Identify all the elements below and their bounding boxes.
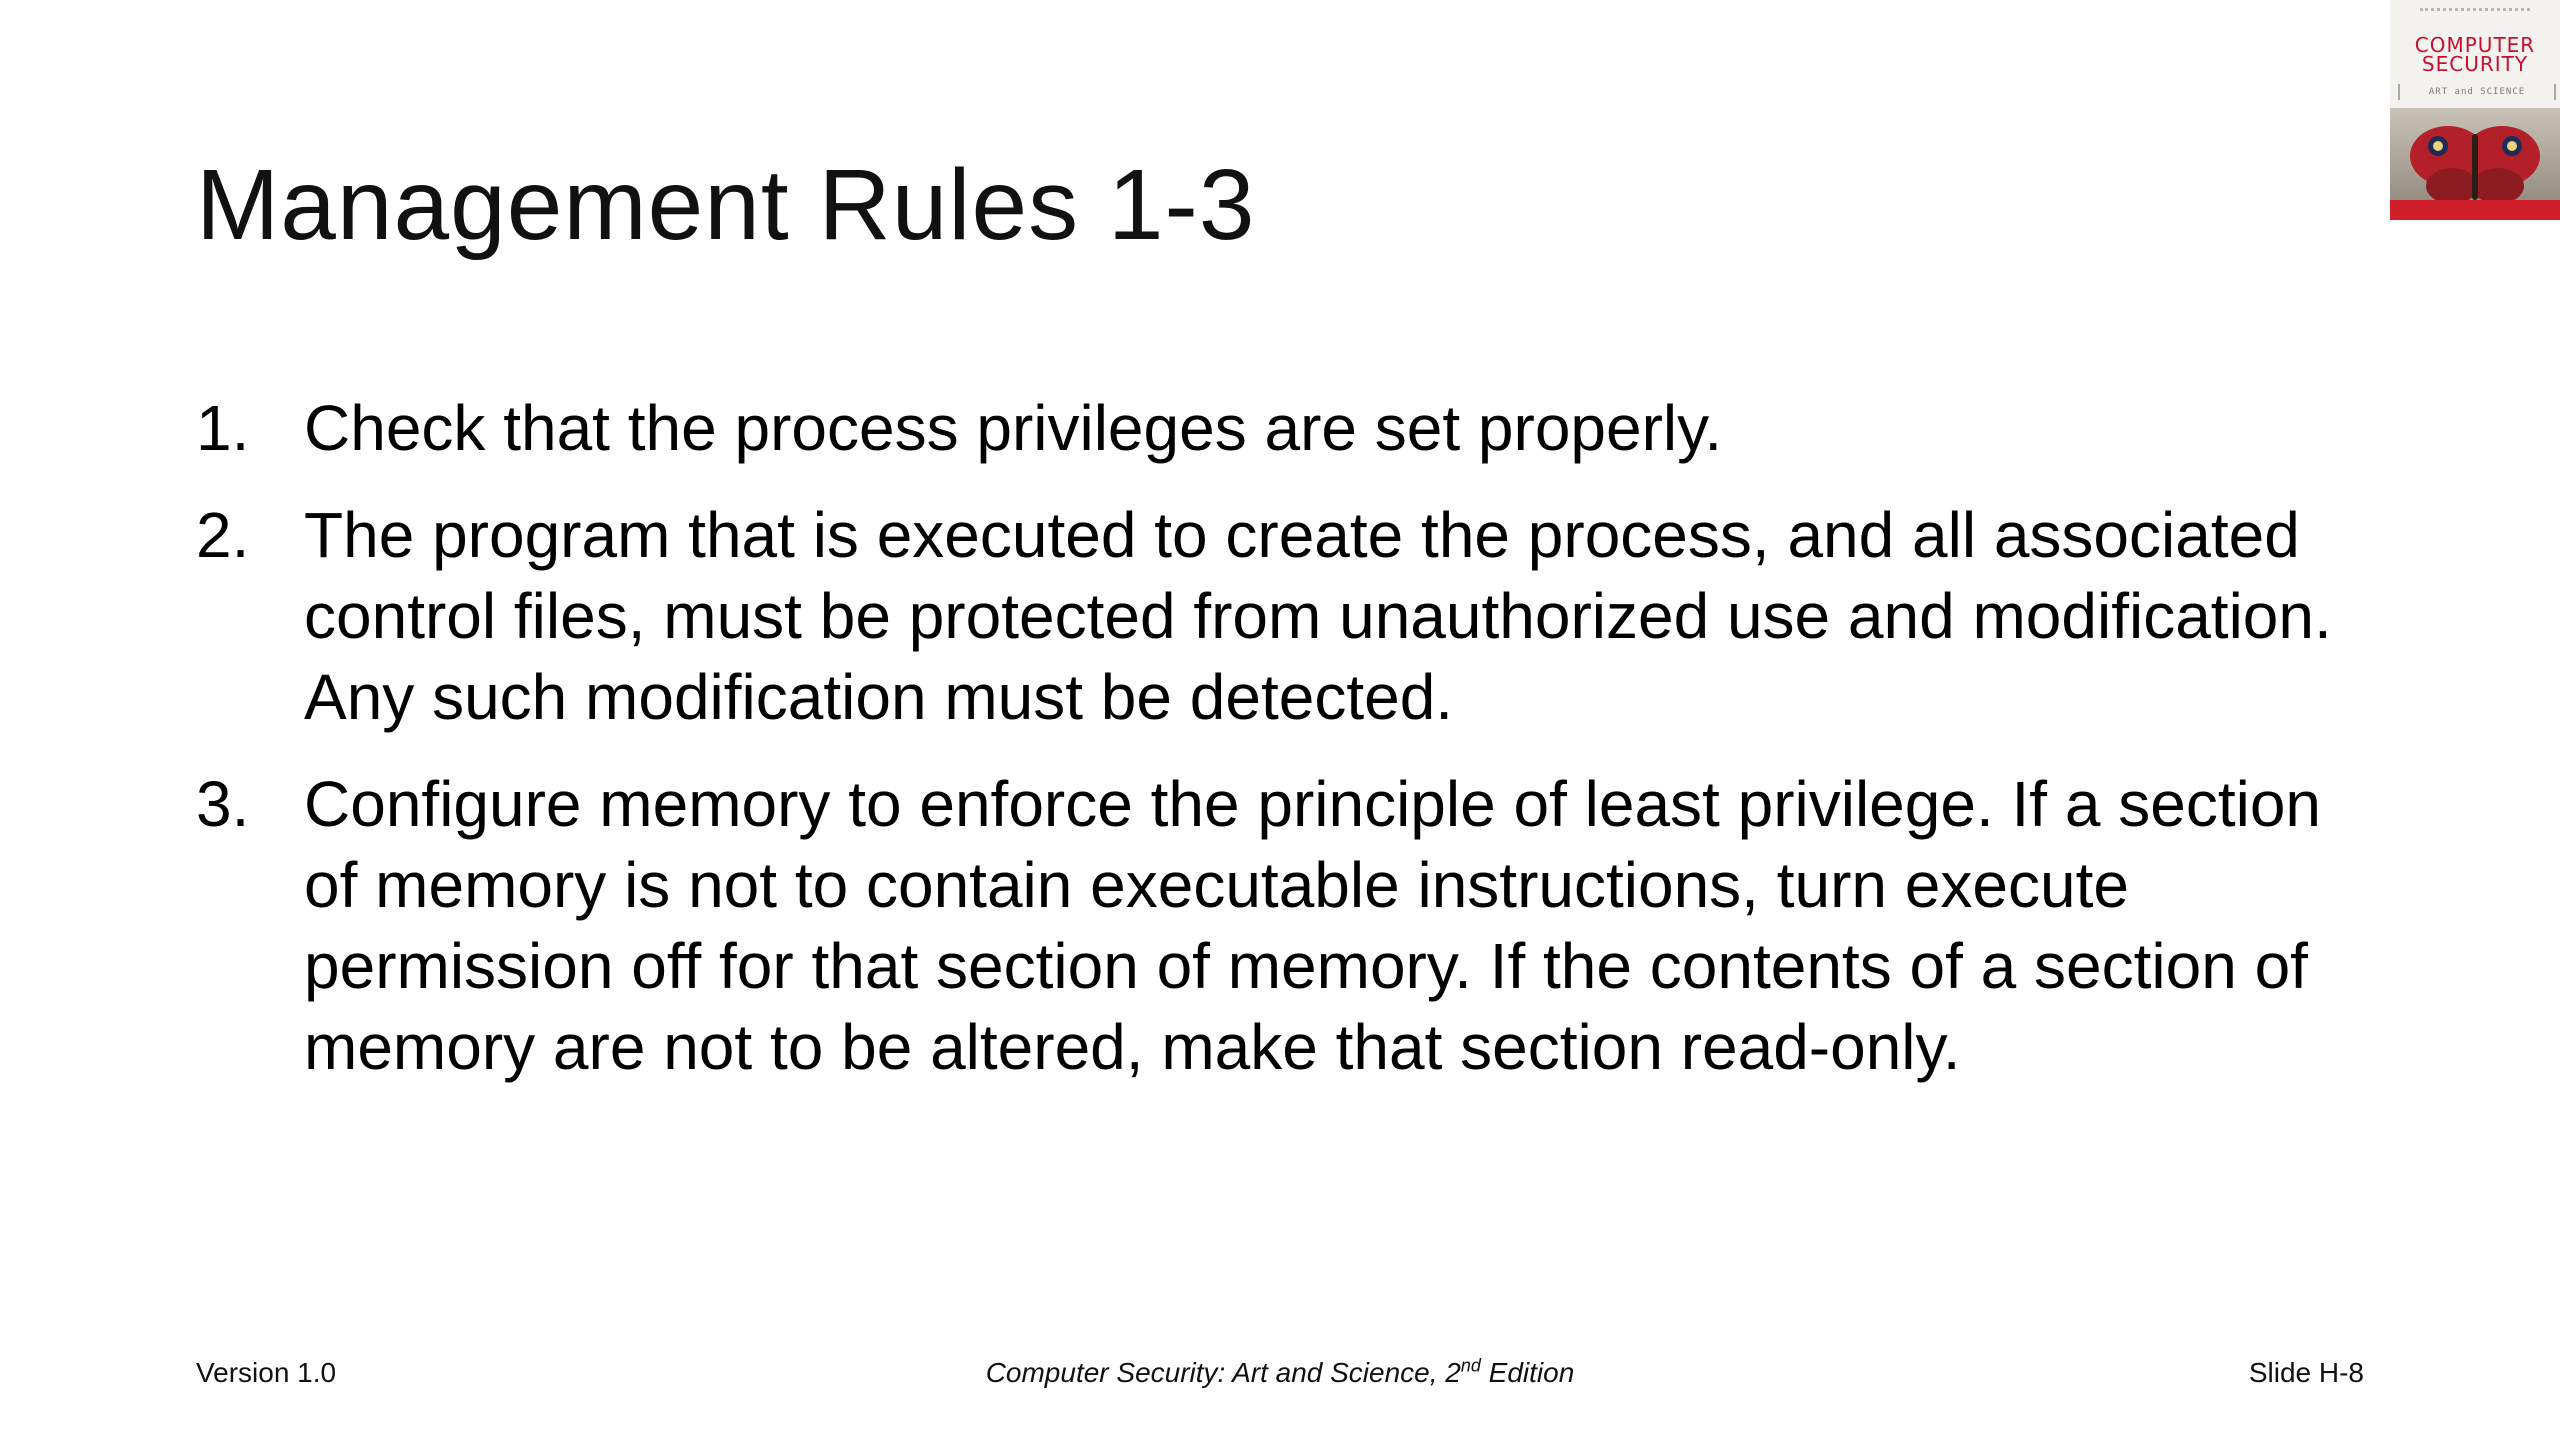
butterfly-icon <box>2390 108 2560 212</box>
footer-version: Version 1.0 <box>196 1357 337 1388</box>
cover-title-line1: COMPUTER <box>2414 33 2536 57</box>
list-item <box>196 764 2346 1088</box>
footer-edition-sup: nd <box>1460 1355 1481 1376</box>
rule-number: 1. <box>196 392 250 464</box>
rule-number: 3. <box>196 768 250 840</box>
rule-text: Configure memory to enforce the principle of least privilege. If a section of memory is not to contain executable instructions, turn execute permission off for that section of memory. If the contents of a section of memory are not to be altered, make that section read-only. <box>304 768 2321 1083</box>
footer-slide-number: Slide H-8 <box>2248 1357 2364 1388</box>
footer-book-title <box>0 1355 2560 1391</box>
cover-title-line2: SECURITY <box>2421 52 2529 76</box>
cover-subtitle: ART and SCIENCE <box>2398 84 2556 100</box>
footer-edition-word: Edition <box>1480 1357 1575 1388</box>
cover-author-bar <box>2390 200 2560 220</box>
cover-decoration <box>2420 8 2530 15</box>
rule-number: 2. <box>196 499 250 571</box>
rule-text: The program that is executed to create the process, and all associated control files, must be protected from unauthorized use and modification. Any such modification must be detected. <box>304 499 2332 733</box>
cover-photo <box>2390 108 2560 212</box>
cover-title <box>2390 33 2560 76</box>
rules-list <box>196 388 2346 1114</box>
list-item <box>196 388 2346 469</box>
footer-book-title-text: Computer Security: Art and Science, 2 <box>985 1357 1461 1388</box>
slide-title: Management Rules 1-3 <box>196 149 1256 261</box>
book-cover-icon <box>2390 0 2560 220</box>
list-item <box>196 495 2346 738</box>
rule-text: Check that the process privileges are set properly. <box>304 392 1723 464</box>
